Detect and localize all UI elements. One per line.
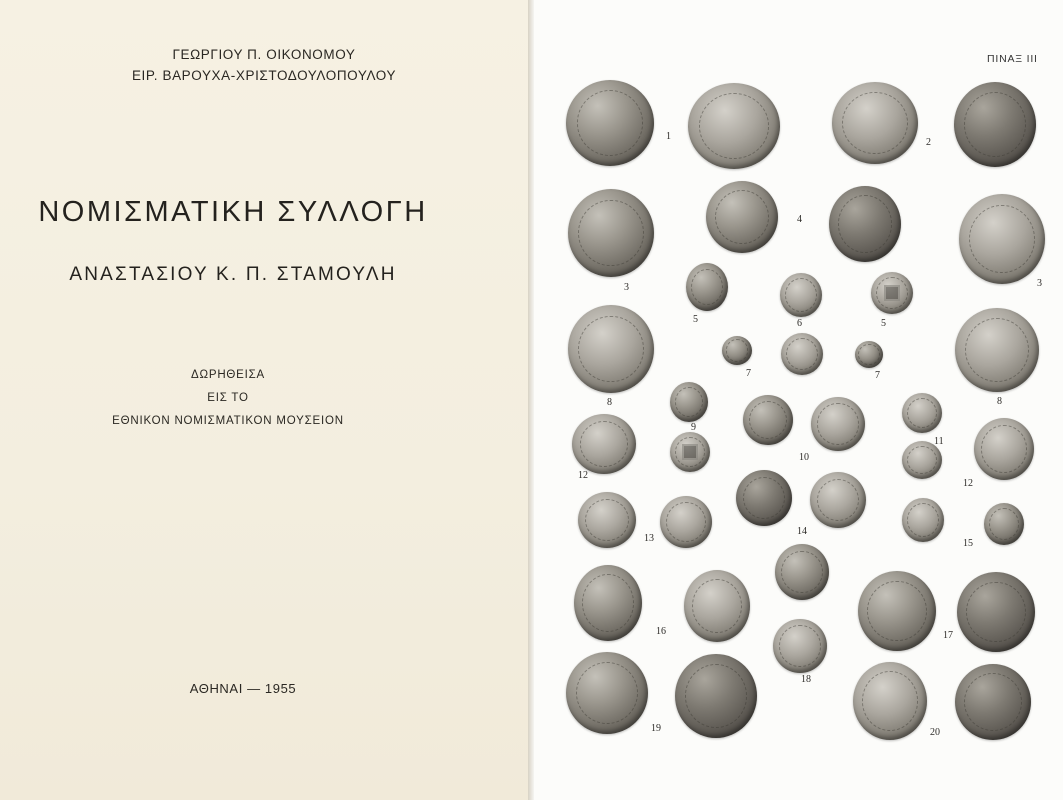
- plate-number: 11: [934, 436, 944, 447]
- coin-photo: [686, 263, 728, 311]
- coin-photo: [572, 414, 636, 474]
- coin-photo: [829, 186, 901, 262]
- coin-photo: [775, 544, 829, 600]
- coin-photo: [955, 664, 1031, 740]
- coin-photo: [959, 194, 1045, 284]
- coin-photo: [688, 83, 780, 169]
- coin-photo: [706, 181, 778, 253]
- plate-number: 3: [624, 282, 629, 293]
- coin-photo: [974, 418, 1034, 480]
- coin-photo: [578, 492, 636, 548]
- title-page: [0, 0, 528, 800]
- plate-number: 10: [799, 452, 809, 463]
- plate-number: 7: [875, 370, 880, 381]
- coin-photo: [743, 395, 793, 445]
- coin-photo: [736, 470, 792, 526]
- coin-photo: [566, 80, 654, 166]
- book-subtitle: ΑΝΑΣΤΑΣΙΟΥ Κ. Π. ΣΤΑΜΟΥΛΗ: [69, 264, 397, 285]
- dedication: [0, 364, 456, 433]
- plate-number: 5: [693, 314, 698, 325]
- plate-number: 8: [607, 397, 612, 408]
- plate-number: 12: [578, 470, 588, 481]
- plate-number: 7: [746, 368, 751, 379]
- coin-photo: [902, 393, 942, 433]
- plate-number: 19: [651, 723, 661, 734]
- plate-number: 8: [997, 396, 1002, 407]
- dedication-line-2: ΕΙΣ ΤΟ: [207, 392, 249, 404]
- coin-photo: [955, 308, 1039, 392]
- plate-number: 20: [930, 727, 940, 738]
- plate-number: 6: [797, 318, 802, 329]
- coin-photo: [810, 472, 866, 528]
- plate-number: 17: [943, 630, 953, 641]
- coin-photo: [984, 503, 1024, 545]
- coin-photo: [832, 82, 918, 164]
- plate-number: 18: [801, 674, 811, 685]
- authors: [0, 44, 528, 86]
- plate-number: 3: [1037, 278, 1042, 289]
- coin-photo: [568, 189, 654, 277]
- coin-photo: [871, 272, 913, 314]
- plate-number: 1: [666, 131, 671, 142]
- book-title: ΝΟΜΙΣΜΑΤΙΚΗ ΣΥΛΛΟΓΗ: [38, 196, 428, 228]
- author-2: ΕΙΡ. ΒΑΡΟΥΧΑ-ΧΡΙΣΤΟΔΟΥΛΟΠΟΥΛΟΥ: [131, 68, 397, 83]
- plate-number: 14: [797, 526, 807, 537]
- plate-number: 16: [656, 626, 666, 637]
- coin-photo: [574, 565, 642, 641]
- coin-photo: [853, 662, 927, 740]
- coin-photo: [568, 305, 654, 393]
- author-1: ΓΕΩΡΓΙΟΥ Π. ΟΙΚΟΝΟΜΟΥ: [172, 47, 356, 62]
- coin-photo: [781, 333, 823, 375]
- coin-photo: [670, 432, 710, 472]
- plate-number: 9: [691, 422, 696, 433]
- coin-photo: [811, 397, 865, 451]
- coin-photo: [957, 572, 1035, 652]
- plate-number: 2: [926, 137, 931, 148]
- coin-photo: [684, 570, 750, 642]
- coin-photo: [566, 652, 648, 734]
- coin-photo: [902, 498, 944, 542]
- plate-label: ΠΙΝΑΞ III: [987, 53, 1038, 65]
- plate-number: 15: [963, 538, 973, 549]
- plate-number: 4: [797, 214, 802, 225]
- coin-photo: [858, 571, 936, 651]
- coin-photo: [773, 619, 827, 673]
- plate-number: 12: [963, 478, 973, 489]
- dedication-line-1: ΔΩΡΗΘΕΙΣΑ: [190, 369, 266, 381]
- coin-photo: [954, 82, 1036, 167]
- coin-photo: [780, 273, 822, 317]
- coin-photo: [660, 496, 712, 548]
- coin-photo: [855, 341, 883, 368]
- plate-number: 13: [644, 533, 654, 544]
- coin-photo: [675, 654, 757, 738]
- plate-number: 5: [881, 318, 886, 329]
- coin-photo: [670, 382, 708, 422]
- coin-photo: [722, 336, 752, 365]
- imprint: ΑΘΗΝΑΙ — 1955: [189, 681, 297, 696]
- dedication-line-3: ΕΘΝΙΚΟΝ ΝΟΜΙΣΜΑΤΙΚΟΝ ΜΟΥΣΕΙΟΝ: [112, 415, 344, 427]
